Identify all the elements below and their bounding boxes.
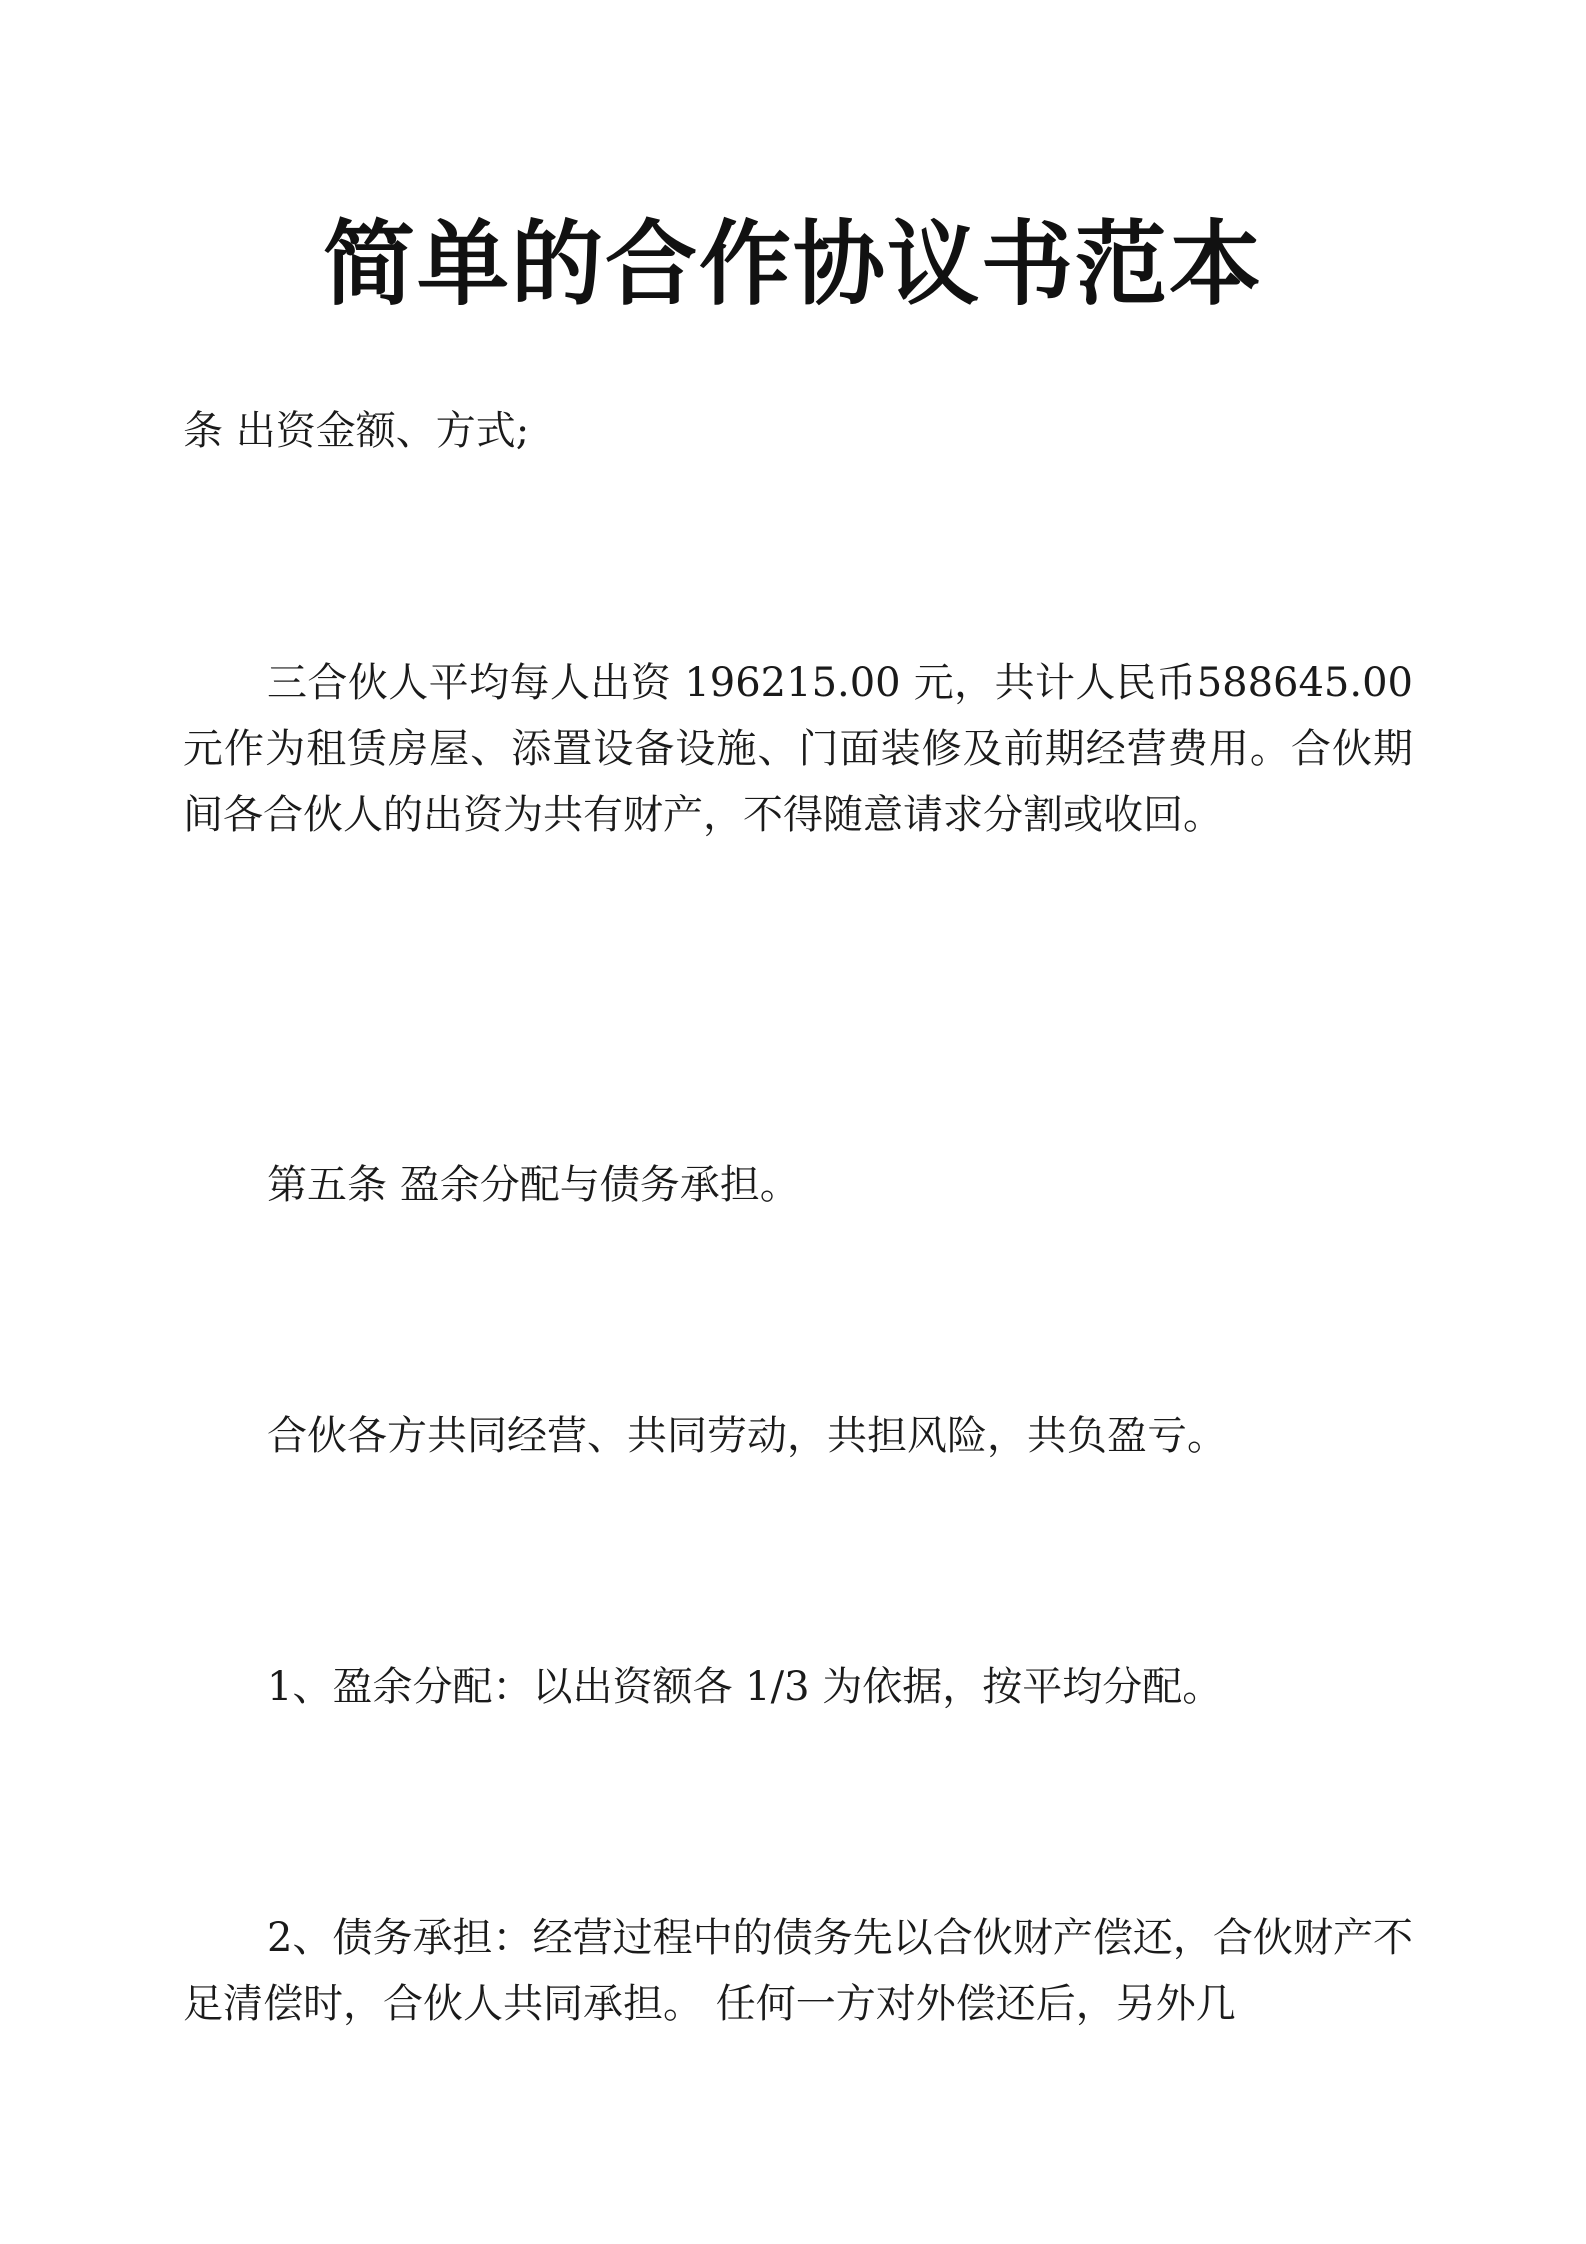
paragraph-profit-distribution: 1、盈余分配：以出资额各 1/3 为依据，按平均分配。 <box>267 1664 1223 1710</box>
paragraph-debt-bearing: 2、债务承担：经营过程中的债务先以合伙财产偿还，合伙财产不足清偿时，合伙人共同承担。 任何一方对外偿还后，另外几 <box>183 1915 1413 2027</box>
clause-heading-article-five: 第五条 盈余分配与债务承担。 <box>267 1162 800 1208</box>
document-title: 简单的合作协议书范本 <box>322 211 1263 318</box>
clause-heading-contribution: 条 出资金额、方式; <box>183 408 530 454</box>
paragraph-contribution-details: 三合伙人平均每人出资 196215.00 元，共计人民币588645.00 元作为租赁房屋、添置设备设施、门面装修及前期经营费用。合伙期间各合伙人的出资为共有财产，不得随意请求分割或收回。 <box>183 660 1413 838</box>
paragraph-joint-operation: 合伙各方共同经营、共同劳动，共担风险，共负盈亏。 <box>267 1413 1227 1459</box>
